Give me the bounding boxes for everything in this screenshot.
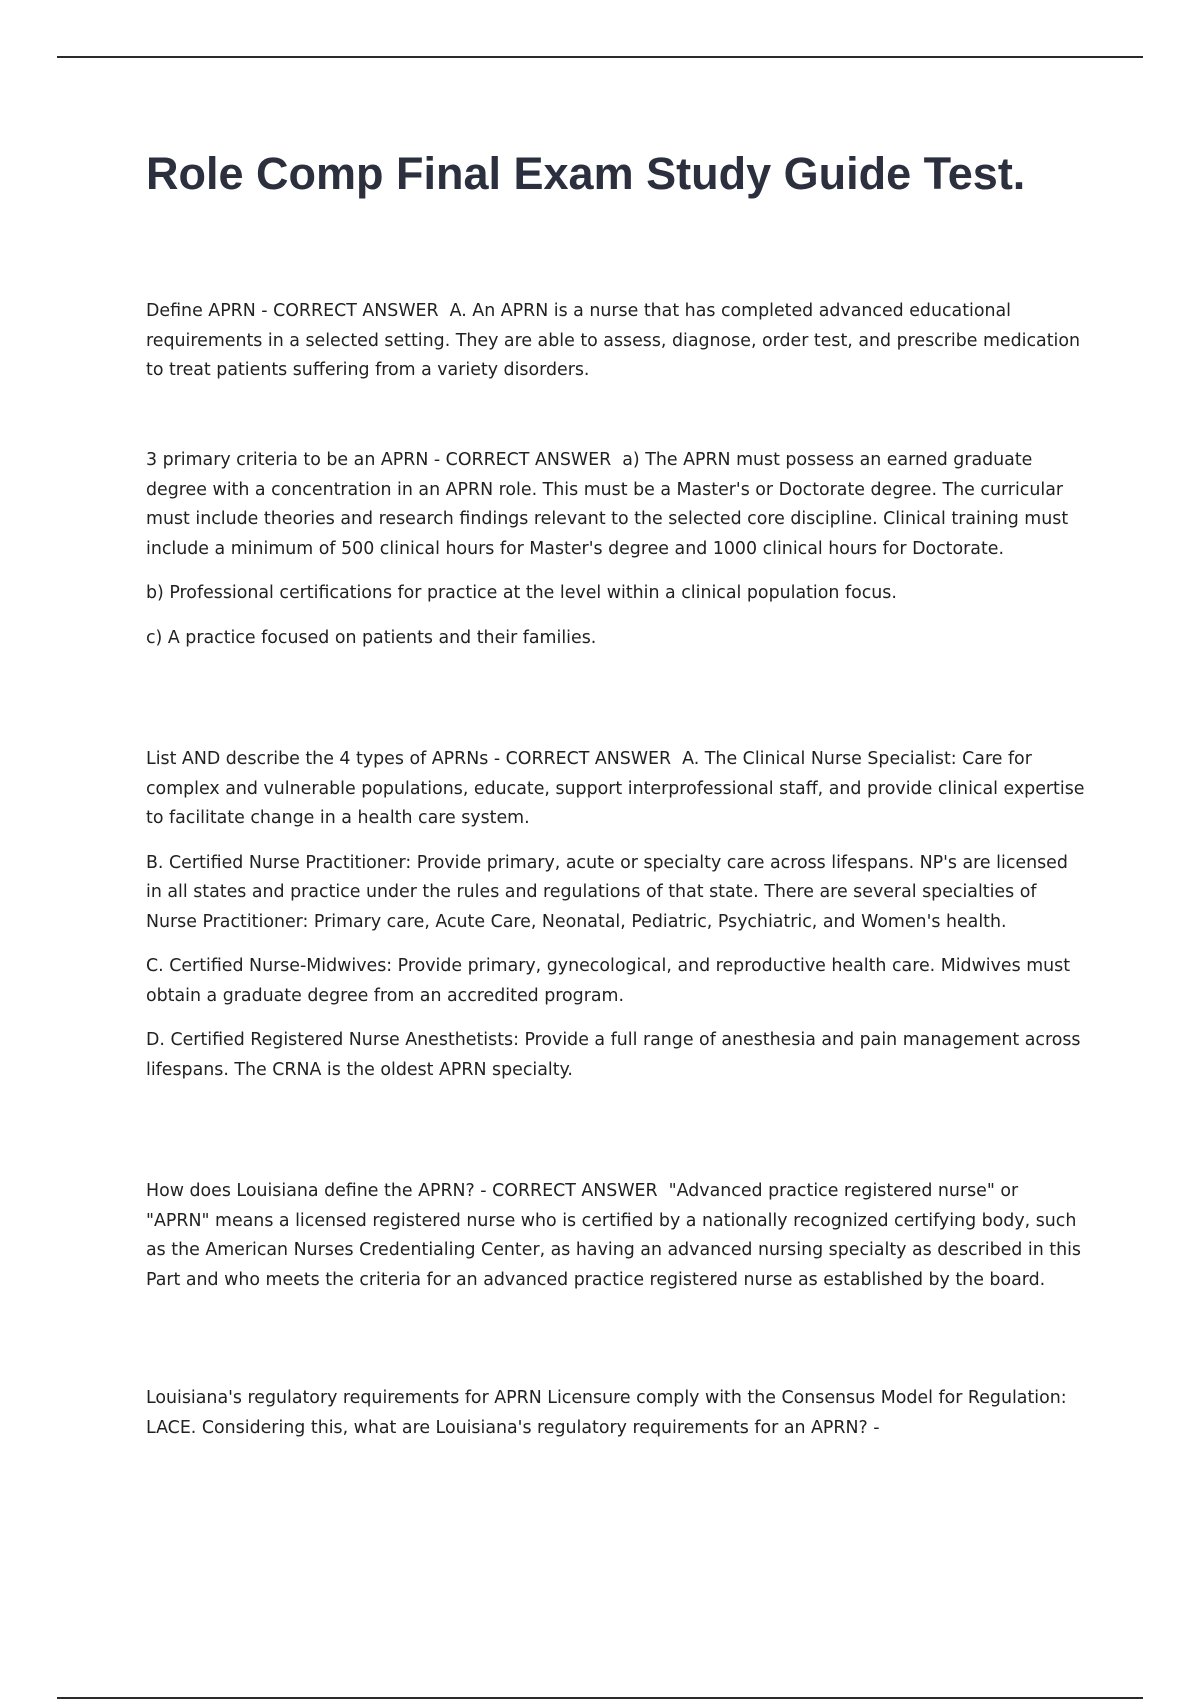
qa-paragraph: D. Certified Registered Nurse Anesthetists: Provide a full range of anesthesia and pain management across lifespans. The CRNA is the oldest APRN specialty. — [146, 1030, 1087, 1080]
qa-block — [146, 297, 1086, 386]
qa-block — [146, 1177, 1086, 1295]
qa-paragraph: b) Professional certifications for practice at the level within a clinical population focus. — [146, 583, 897, 603]
document-content — [146, 145, 1090, 1438]
qa-paragraph: Define APRN - CORRECT ANSWER A. An APRN is a nurse that has completed advanced educational requirements in a selected setting. They are able to assess, diagnose, order test, and prescribe medication to treat patients suffering from a variety disorders. — [146, 301, 1086, 380]
qa-paragraph: C. Certified Nurse-Midwives: Provide primary, gynecological, and reproductive health care. Midwives must obtain a graduate degree from an accredited program. — [146, 956, 1076, 1006]
bottom-rule — [57, 1697, 1143, 1699]
qa-paragraph: c) A practice focused on patients and their families. — [146, 627, 597, 648]
qa-paragraph: How does Louisiana define the APRN? - CORRECT ANSWER "Advanced practice registered nurse" or "APRN" means a licensed registered nurse who is certified by a nationally recognized certifying body, such as the American Nurses Credentialing Center, as having an advanced nursing specialty as described in this Part and who meets the criteria for an advanced practice registered nurse as established by the board. — [146, 1181, 1087, 1290]
qa-paragraph: List AND describe the 4 types of APRNs - CORRECT ANSWER A. The Clinical Nurse Specialist: Care for complex and vulnerable populations, educate, support interprofessional staff, and provide clinical expertise to facilitate change in a health care system. — [146, 749, 1090, 828]
qa-paragraph: 3 primary criteria to be an APRN - CORRECT ANSWER a) The APRN must possess an earned graduate degree with a concentration in an APRN role. This must be a Master's or Doctorate degree. The curricular must include theories and research findings relevant to the selected core discipline. Clinical training must include a minimum of 500 clinical hours for Master's degree and 1000 clinical hours for Doctorate. — [146, 450, 1074, 559]
qa-paragraph: B. Certified Nurse Practitioner: Provide primary, acute or specialty care across lifespans. NP's are licensed in all states and practice under the rules and regulations of that state. There are several specialties of Nurse Practitioner: Primary care, Acute Care, Neonatal, Pediatric, Psychiatric, and Women's health. — [146, 852, 1074, 932]
qa-block — [146, 745, 1090, 1085]
qa-paragraph: Louisiana's regulatory requirements for APRN Licensure comply with the Consensus Model for Regulation: LACE. Considering this, what are Louisiana's regulatory requirements for an APRN? - — [146, 1388, 1073, 1438]
top-rule — [57, 56, 1143, 58]
document-title: Role Comp Final Exam Study Guide Test. — [146, 148, 1026, 199]
qa-block — [146, 1384, 1086, 1443]
qa-block — [146, 446, 1086, 653]
